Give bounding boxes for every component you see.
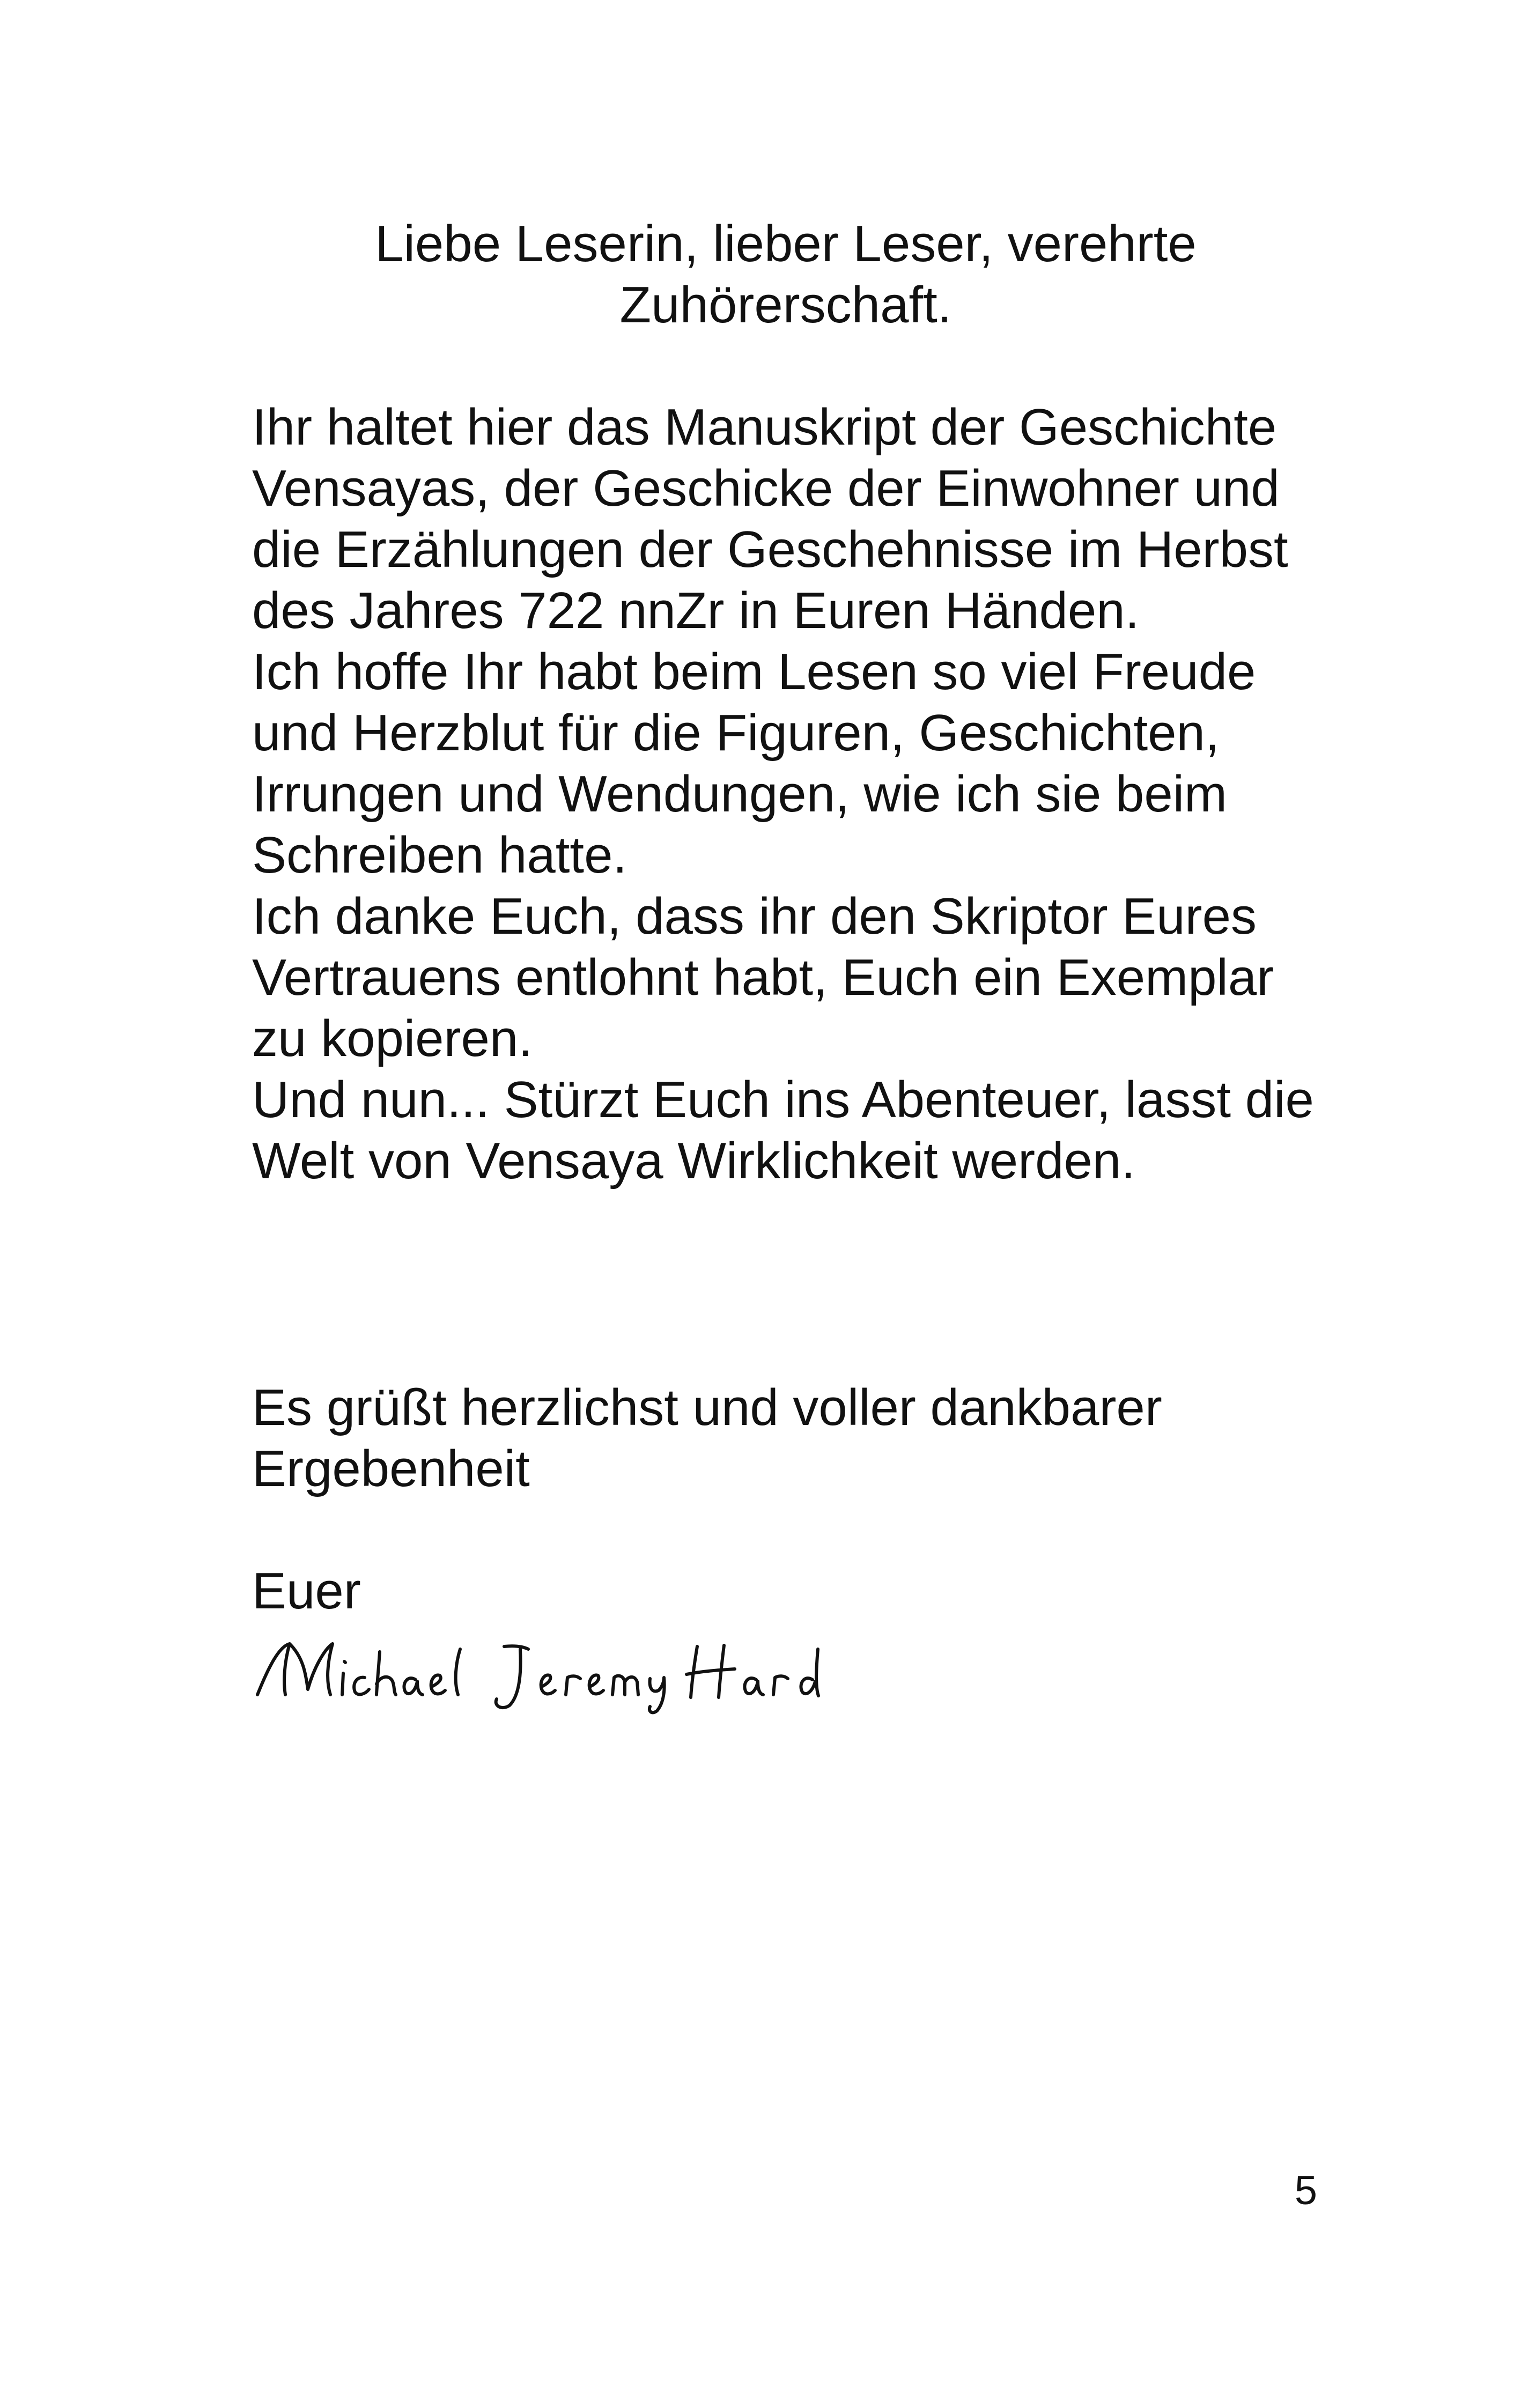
salutation: [231, 213, 1341, 336]
paragraph: Ihr haltet hier das Manuskript der Geschichte Vensayas, der Geschicke der Einwohner und die Erzählungen der Geschehnisse im Herbst des Jahres 722 nnZr in Euren Händen.: [252, 398, 1288, 639]
paragraph: Und nun... Stürzt Euch ins Abenteuer, lasst die Welt von Vensaya Wirklichkeit werden.: [252, 1071, 1314, 1190]
closing-line: Es grüßt herzlichst und voller dankbarer Ergebenheit: [252, 1379, 1162, 1497]
paragraph: Ich hoffe Ihr habt beim Lesen so viel Freude und Herzblut für die Figuren, Geschichten, Irrungen und Wendungen, wie ich sie beim Schreiben hatte.: [252, 643, 1256, 884]
valediction-text: Euer: [252, 1562, 361, 1620]
handwritten-signature: [252, 1630, 842, 1716]
letter-body: [252, 397, 1335, 1192]
salutation-line-2: Zuhörerschaft.: [619, 276, 952, 334]
salutation-line-1: Liebe Leserin, lieber Leser, verehrte: [375, 215, 1197, 272]
closing-text: [252, 1377, 1335, 1500]
paragraph: Ich danke Euch, dass ihr den Skriptor Eures Vertrauens entlohnt habt, Euch ein Exemplar zu kopieren.: [252, 888, 1274, 1067]
valediction: [252, 1561, 1335, 1622]
page-number: 5: [1294, 2168, 1317, 2213]
